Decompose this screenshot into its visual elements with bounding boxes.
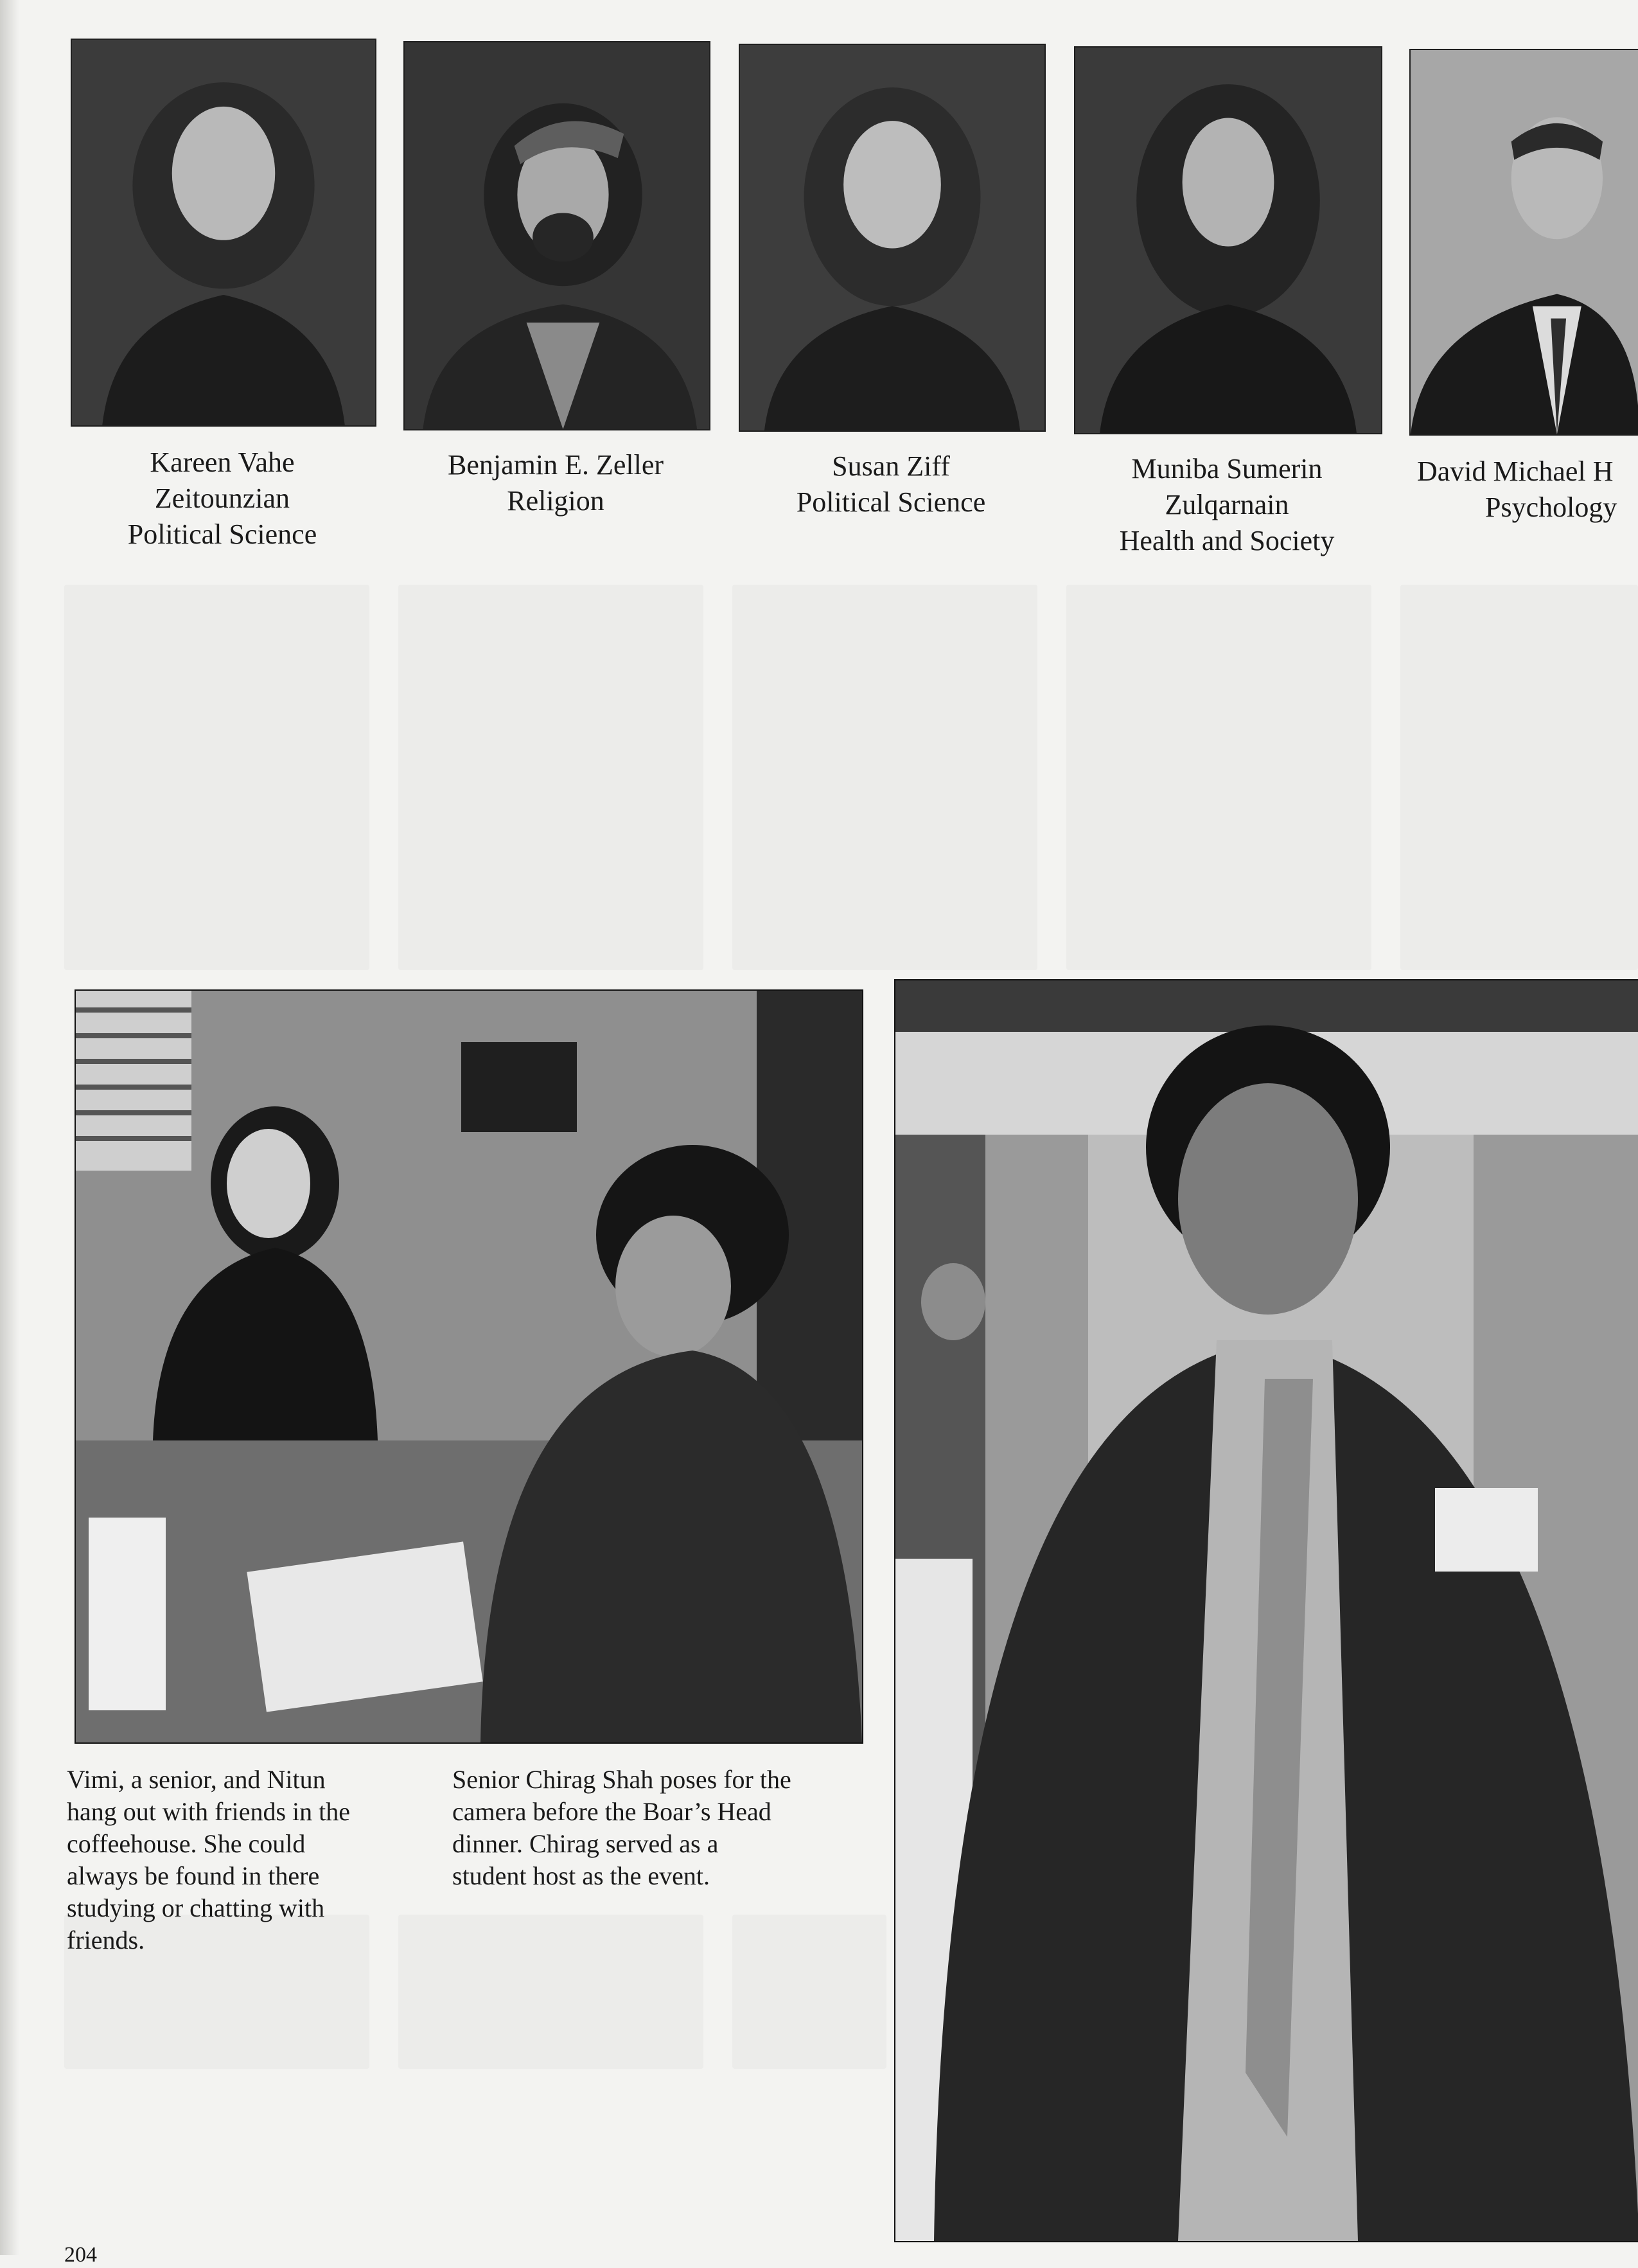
student-name: Kareen Vahe bbox=[150, 447, 295, 478]
photo-caption-right bbox=[452, 1764, 863, 1892]
portrait-photo bbox=[739, 44, 1046, 432]
student-major: Health and Society bbox=[1119, 525, 1335, 556]
show-through-box bbox=[1066, 585, 1371, 970]
show-through-box bbox=[732, 585, 1037, 970]
caption-line: dinner. Chirag served as a bbox=[452, 1829, 719, 1858]
caption-line: Senior Chirag Shah poses for the bbox=[452, 1765, 791, 1794]
photo-caption-left bbox=[67, 1764, 427, 1956]
caption-line: student host as the event. bbox=[452, 1861, 710, 1890]
caption-line: always be found in there bbox=[67, 1861, 320, 1890]
show-through-box bbox=[732, 1915, 886, 2069]
show-through-box bbox=[1400, 585, 1638, 970]
caption-line: camera before the Boar’s Head bbox=[452, 1797, 771, 1826]
caption-line: studying or chatting with bbox=[67, 1893, 325, 1922]
caption-line: hang out with friends in the bbox=[67, 1797, 351, 1826]
portrait-caption bbox=[71, 445, 374, 553]
student-major: Psychology bbox=[1485, 492, 1617, 523]
show-through-box bbox=[398, 1915, 703, 2069]
student-major: Religion bbox=[507, 485, 604, 517]
coffeehouse-photo bbox=[75, 989, 863, 1744]
student-name: Zulqarnain bbox=[1165, 489, 1289, 520]
student-name: Muniba Sumerin bbox=[1131, 453, 1323, 484]
portrait-caption bbox=[739, 448, 1043, 520]
caption-line: Vimi, a senior, and Nitun bbox=[67, 1765, 326, 1794]
caption-line: friends. bbox=[67, 1926, 145, 1954]
page-number: 204 bbox=[64, 2243, 97, 2267]
student-name: Zeitounzian bbox=[154, 483, 290, 514]
student-name: Benjamin E. Zeller bbox=[448, 449, 664, 481]
page-spine-shadow bbox=[0, 0, 19, 2255]
portrait-caption bbox=[1074, 451, 1380, 559]
portrait-photo bbox=[1074, 46, 1382, 434]
show-through-box bbox=[398, 585, 703, 970]
student-major: Political Science bbox=[127, 518, 317, 550]
show-through-box bbox=[64, 585, 369, 970]
portrait-caption bbox=[1409, 454, 1638, 526]
boars-head-photo bbox=[894, 979, 1638, 2242]
portrait-caption bbox=[403, 447, 708, 519]
student-name: David Michael H bbox=[1417, 456, 1614, 487]
student-major: Political Science bbox=[796, 486, 986, 518]
portrait-photo bbox=[403, 41, 710, 430]
caption-line: coffeehouse. She could bbox=[67, 1829, 306, 1858]
portrait-photo bbox=[1409, 49, 1638, 436]
student-name: Susan Ziff bbox=[832, 450, 950, 482]
portrait-photo bbox=[71, 39, 376, 427]
